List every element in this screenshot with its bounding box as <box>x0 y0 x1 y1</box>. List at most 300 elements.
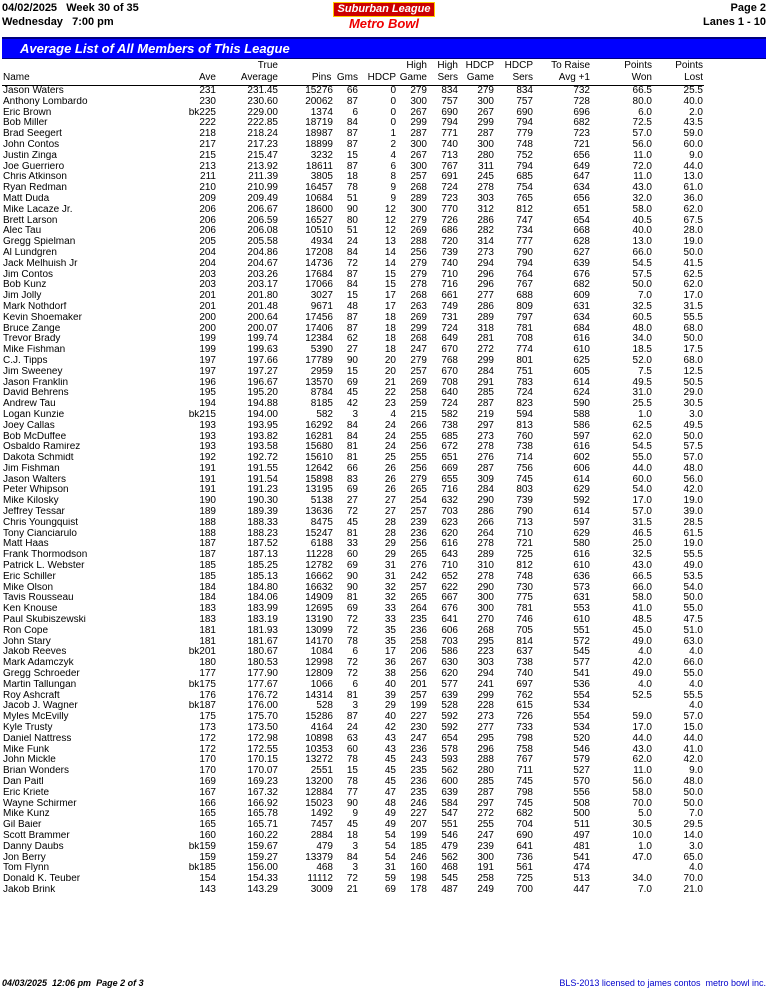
cell-hdcp-sers: 700 <box>516 884 533 895</box>
cell-gms: 3 <box>352 863 358 874</box>
cell-hdcp: 24 <box>384 431 396 442</box>
cell-points-won: 80.0 <box>632 96 652 107</box>
table-row <box>2 799 766 810</box>
cell-name: John Contos <box>3 139 60 150</box>
cell-to-raise: 534 <box>573 723 590 734</box>
lanes: Lanes 1 - 10 <box>703 16 766 28</box>
cell-ave: 190 <box>199 496 216 507</box>
cell-hdcp-game: 294 <box>477 669 494 680</box>
cell-ave: 183 <box>199 604 216 615</box>
cell-name: Logan Kunzie <box>3 409 65 420</box>
cell-points-lost: 39.0 <box>683 507 703 518</box>
cell-high-sers: 768 <box>441 355 458 366</box>
cell-to-raise: 631 <box>573 593 590 604</box>
cell-hdcp-sers: 685 <box>516 172 533 183</box>
cell-pins: 3009 <box>310 884 333 895</box>
cell-gms: 60 <box>346 744 358 755</box>
col-hdcp-game-l1: HDCP <box>465 60 494 71</box>
cell-hdcp: 49 <box>384 820 396 831</box>
cell-points-lost: 61.5 <box>683 528 703 539</box>
cell-hdcp: 54 <box>384 841 396 852</box>
cell-points-won: 6.0 <box>638 107 652 118</box>
cell-points-won: 56.0 <box>632 139 652 150</box>
cell-hdcp-sers: 740 <box>516 669 533 680</box>
cell-hdcp-sers: 812 <box>516 204 533 215</box>
col-name: Name <box>2 60 152 86</box>
cell-gms: 78 <box>346 183 358 194</box>
cell-pins: 3805 <box>310 172 333 183</box>
cell-gms: 72 <box>346 658 358 669</box>
cell-points-won: 4.0 <box>638 679 652 690</box>
cell-hdcp: 20 <box>384 366 396 377</box>
cell-high-game: 198 <box>410 874 427 885</box>
cell-gms: 60 <box>346 550 358 561</box>
cell-points-lost: 13.0 <box>683 172 703 183</box>
cell-high-game: 243 <box>410 755 427 766</box>
cell-gms: 51 <box>346 193 358 204</box>
cell-high-sers: 676 <box>441 604 458 615</box>
cell-high-sers: 710 <box>441 561 458 572</box>
cell-high-game: 269 <box>410 226 427 237</box>
cell-name: Joey Callas <box>3 420 55 431</box>
cell-high-game: 279 <box>410 269 427 280</box>
cell-hdcp-sers: 745 <box>516 474 533 485</box>
cell-hdcp-game: 300 <box>477 139 494 150</box>
cell-gms: 87 <box>346 139 358 150</box>
cell-high-sers: 672 <box>441 442 458 453</box>
table-row <box>2 766 766 777</box>
cell-to-raise: 610 <box>573 345 590 356</box>
cell-pins: 5390 <box>310 345 333 356</box>
cell-gms: 87 <box>346 323 358 334</box>
cell-hdcp-sers: 714 <box>516 453 533 464</box>
cell-name: Mark Nothdorf <box>3 301 67 312</box>
cell-hdcp-sers: 812 <box>516 561 533 572</box>
table-row <box>2 237 766 248</box>
cell-hdcp: 27 <box>384 507 396 518</box>
cell-name: Tavis Rousseau <box>3 593 74 604</box>
cell-points-lost: 4.0 <box>689 863 703 874</box>
cell-ave: 175 <box>199 712 216 723</box>
cell-hdcp-game: 296 <box>477 280 494 291</box>
cell-points-won: 25.0 <box>632 539 652 550</box>
table-row <box>2 853 766 864</box>
cell-pins: 17789 <box>305 355 333 366</box>
cell-ave: 213 <box>199 161 216 172</box>
cell-name: Eric Schiller <box>3 571 56 582</box>
cell-high-sers: 620 <box>441 528 458 539</box>
cell-high-game: 278 <box>410 280 427 291</box>
cell-to-raise: 556 <box>573 787 590 798</box>
table-row <box>2 378 766 389</box>
cell-true-average: 177.67 <box>247 679 278 690</box>
cell-ave: 217 <box>199 139 216 150</box>
cell-to-raise: 500 <box>573 809 590 820</box>
cell-pins: 13570 <box>305 377 333 388</box>
cell-pins: 15286 <box>305 712 333 723</box>
cell-hdcp-game: 223 <box>477 647 494 658</box>
cell-gms: 6 <box>352 679 358 690</box>
cell-name: Justin Zinga <box>3 150 57 161</box>
cell-hdcp-sers: 756 <box>516 463 533 474</box>
cell-name: Paul Skubiszewski <box>3 615 86 626</box>
cell-points-won: 7.5 <box>638 366 652 377</box>
cell-true-average: 191.55 <box>247 463 278 474</box>
cell-true-average: 176.72 <box>247 690 278 701</box>
cell-points-won: 10.0 <box>632 830 652 841</box>
cell-hdcp-game: 281 <box>477 334 494 345</box>
cell-true-average: 210.99 <box>247 183 278 194</box>
cell-hdcp-sers: 726 <box>516 712 533 723</box>
cell-true-average: 177.90 <box>247 669 278 680</box>
cell-ave: 160 <box>199 830 216 841</box>
cell-points-won: 60.5 <box>632 312 652 323</box>
cell-hdcp: 28 <box>384 528 396 539</box>
cell-hdcp: 29 <box>384 550 396 561</box>
cell-hdcp: 26 <box>384 485 396 496</box>
cell-to-raise: 634 <box>573 312 590 323</box>
cell-hdcp: 27 <box>384 496 396 507</box>
cell-hdcp-sers: 779 <box>516 129 533 140</box>
cell-points-won: 40.5 <box>632 215 652 226</box>
cell-to-raise: 614 <box>573 474 590 485</box>
cell-hdcp-game: 290 <box>477 496 494 507</box>
cell-pins: 14736 <box>305 258 333 269</box>
cell-hdcp-sers: 790 <box>516 247 533 258</box>
cell-name: Jeffrey Tessar <box>3 507 65 518</box>
cell-points-lost: 49.5 <box>683 420 703 431</box>
cell-name: Danny Daubs <box>3 841 64 852</box>
cell-to-raise: 629 <box>573 528 590 539</box>
cell-to-raise: 508 <box>573 798 590 809</box>
cell-high-sers: 724 <box>441 183 458 194</box>
cell-ave: 194 <box>199 399 216 410</box>
cell-high-game: 268 <box>410 291 427 302</box>
cell-high-sers: 708 <box>441 377 458 388</box>
cell-ave: 206 <box>199 204 216 215</box>
cell-ave: 183 <box>199 615 216 626</box>
cell-name: Jon Berry <box>3 852 46 863</box>
cell-to-raise: 651 <box>573 204 590 215</box>
cell-hdcp-sers: 813 <box>516 420 533 431</box>
cell-true-average: 204.67 <box>247 258 278 269</box>
cell-hdcp-game: 278 <box>477 183 494 194</box>
cell-high-sers: 547 <box>441 809 458 820</box>
cell-true-average: 173.50 <box>247 723 278 734</box>
cell-true-average: 209.49 <box>247 193 278 204</box>
cell-points-lost: 44.0 <box>683 733 703 744</box>
cell-name: Mike Fishman <box>3 345 66 356</box>
cell-high-game: 247 <box>410 345 427 356</box>
cell-points-lost: 42.0 <box>683 755 703 766</box>
cell-pins: 582 <box>316 409 333 420</box>
cell-name: John Mickle <box>3 755 56 766</box>
cell-high-sers: 620 <box>441 669 458 680</box>
cell-hdcp: 49 <box>384 809 396 820</box>
cell-hdcp-sers: 767 <box>516 755 533 766</box>
cell-points-won: 17.0 <box>632 723 652 734</box>
cell-hdcp-game: 286 <box>477 215 494 226</box>
cell-ave: 206 <box>199 215 216 226</box>
cell-hdcp-game: 300 <box>477 604 494 615</box>
cell-true-average: 213.92 <box>247 161 278 172</box>
cell-to-raise: 634 <box>573 183 590 194</box>
cell-high-sers: 487 <box>441 884 458 895</box>
cell-hdcp-sers: 754 <box>516 183 533 194</box>
cell-hdcp-sers: 748 <box>516 139 533 150</box>
cell-pins: 18600 <box>305 204 333 215</box>
cell-pins: 2959 <box>310 366 333 377</box>
cell-hdcp-game: 297 <box>477 420 494 431</box>
cell-points-won: 70.0 <box>632 798 652 809</box>
cell-ave: 154 <box>199 874 216 885</box>
cell-points-lost: 55.5 <box>683 550 703 561</box>
cell-name: Jason Waters <box>3 85 64 96</box>
page-number: Page 2 <box>730 2 766 14</box>
cell-pins: 18719 <box>305 118 333 129</box>
cell-points-won: 58.0 <box>632 787 652 798</box>
cell-points-won: 43.0 <box>632 183 652 194</box>
cell-name: Frank Thormodson <box>3 550 88 561</box>
cell-points-lost: 57.0 <box>683 453 703 464</box>
cell-high-sers: 724 <box>441 399 458 410</box>
cell-pins: 12884 <box>305 787 333 798</box>
cell-to-raise: 447 <box>573 884 590 895</box>
cell-name: Donald K. Teuber <box>3 874 81 885</box>
cell-high-game: 255 <box>410 453 427 464</box>
cell-to-raise: 625 <box>573 355 590 366</box>
cell-hdcp: 0 <box>390 118 396 129</box>
cell-high-game: 279 <box>410 474 427 485</box>
cell-high-sers: 703 <box>441 636 458 647</box>
cell-ave: 209 <box>199 193 216 204</box>
cell-to-raise: 592 <box>573 496 590 507</box>
cell-true-average: 185.13 <box>247 571 278 582</box>
cell-hdcp-game: 286 <box>477 301 494 312</box>
cell-points-lost: 30.5 <box>683 399 703 410</box>
cell-high-game: 201 <box>410 679 427 690</box>
cell-points-lost: 63.0 <box>683 636 703 647</box>
cell-hdcp: 54 <box>384 852 396 863</box>
cell-hdcp: 47 <box>384 787 396 798</box>
cell-hdcp: 59 <box>384 874 396 885</box>
cell-points-lost: 57.5 <box>683 442 703 453</box>
cell-name: Tony Cianciarulo <box>3 528 77 539</box>
cell-high-sers: 632 <box>441 496 458 507</box>
cell-ave: 167 <box>199 787 216 798</box>
cell-true-average: 201.48 <box>247 301 278 312</box>
cell-points-lost: 61.0 <box>683 183 703 194</box>
cell-hdcp-game: 314 <box>477 237 494 248</box>
cell-gms: 90 <box>346 798 358 809</box>
cell-high-game: 268 <box>410 183 427 194</box>
cell-name: Jim Fishman <box>3 463 60 474</box>
cell-high-sers: 690 <box>441 107 458 118</box>
cell-hdcp: 23 <box>384 399 396 410</box>
cell-hdcp-game: 273 <box>477 431 494 442</box>
cell-to-raise: 572 <box>573 636 590 647</box>
cell-hdcp: 24 <box>384 420 396 431</box>
cell-name: Eric Kriete <box>3 787 50 798</box>
week-label: Week 30 of 35 <box>66 2 139 14</box>
table-row <box>2 691 766 702</box>
cell-high-game: 279 <box>410 355 427 366</box>
table-row <box>2 831 766 842</box>
cell-points-lost: 2.0 <box>689 107 703 118</box>
cell-high-game: 235 <box>410 615 427 626</box>
cell-high-game: 227 <box>410 809 427 820</box>
cell-points-lost: 17.5 <box>683 345 703 356</box>
cell-high-game: 300 <box>410 204 427 215</box>
cell-points-lost: 48.0 <box>683 463 703 474</box>
cell-hdcp-sers: 637 <box>516 647 533 658</box>
cell-ave: 169 <box>199 777 216 787</box>
cell-high-game: 235 <box>410 766 427 777</box>
cell-hdcp-game: 285 <box>477 777 494 787</box>
cell-hdcp-game: 303 <box>477 193 494 204</box>
table-row <box>2 302 766 313</box>
cell-gms: 24 <box>346 723 358 734</box>
cell-ave: 193 <box>199 431 216 442</box>
cell-high-sers: 731 <box>441 312 458 323</box>
cell-hdcp-game: 296 <box>477 269 494 280</box>
cell-hdcp: 48 <box>384 798 396 809</box>
col-high-game-l1: High <box>406 60 427 71</box>
cell-true-average: 184.80 <box>247 582 278 593</box>
cell-points-won: 54.0 <box>632 485 652 496</box>
cell-hdcp-sers: 594 <box>516 409 533 420</box>
cell-true-average: 143.29 <box>247 884 278 895</box>
cell-true-average: 167.32 <box>247 787 278 798</box>
cell-ave: bk159 <box>188 841 216 852</box>
cell-hdcp-game: 258 <box>477 874 494 885</box>
cell-gms: 51 <box>346 226 358 237</box>
table-row <box>2 442 766 453</box>
cell-gms: 15 <box>346 150 358 161</box>
cell-true-average: 200.64 <box>247 312 278 323</box>
cell-gms: 81 <box>346 690 358 701</box>
cell-pins: 13636 <box>305 507 333 518</box>
cell-ave: 211 <box>200 172 216 183</box>
cell-hdcp-sers: 738 <box>516 442 533 453</box>
cell-points-won: 50.0 <box>632 280 652 291</box>
cell-name: Brian Wonders <box>3 766 69 777</box>
cell-high-sers: 713 <box>441 150 458 161</box>
cell-name: Martin Tallungan <box>3 679 77 690</box>
cell-hdcp-game: 228 <box>477 701 494 712</box>
cell-to-raise: 609 <box>573 291 590 302</box>
table-row <box>2 226 766 237</box>
cell-hdcp-sers: 757 <box>516 96 533 107</box>
cell-points-lost: 40.0 <box>683 96 703 107</box>
cell-points-won: 56.0 <box>632 777 652 787</box>
cell-hdcp-game: 299 <box>477 690 494 701</box>
cell-points-won: 1.0 <box>638 409 652 420</box>
center-name-wrap <box>2 16 766 31</box>
cell-high-game: 256 <box>410 442 427 453</box>
cell-gms: 18 <box>346 830 358 841</box>
cell-points-lost: 57.0 <box>683 712 703 723</box>
cell-high-game: 269 <box>410 312 427 323</box>
cell-points-won: 34.0 <box>632 334 652 345</box>
cell-true-average: 195.20 <box>247 388 278 399</box>
cell-high-game: 276 <box>410 561 427 572</box>
cell-pins: 528 <box>316 701 333 712</box>
table-row <box>2 453 766 464</box>
cell-gms: 63 <box>346 733 358 744</box>
cell-high-sers: 655 <box>441 474 458 485</box>
cell-points-won: 4.0 <box>638 647 652 658</box>
cell-high-sers: 716 <box>441 485 458 496</box>
cell-pins: 12642 <box>305 463 333 474</box>
cell-pins: 15276 <box>305 85 333 96</box>
cell-high-sers: 716 <box>441 280 458 291</box>
cell-pins: 468 <box>316 863 333 874</box>
cell-points-lost: 55.5 <box>683 690 703 701</box>
cell-hdcp-sers: 725 <box>516 550 533 561</box>
cell-ave: 196 <box>199 377 216 388</box>
header-line-1 <box>2 2 766 17</box>
cell-true-average: 189.39 <box>247 507 278 518</box>
cell-hdcp-game: 277 <box>477 291 494 302</box>
cell-to-raise: 721 <box>573 139 590 150</box>
cell-to-raise: 610 <box>573 615 590 626</box>
cell-true-average: 159.67 <box>247 841 278 852</box>
cell-gms: 83 <box>346 474 358 485</box>
cell-hdcp-game: 278 <box>477 539 494 550</box>
cell-name: Dan Paitl <box>3 777 44 787</box>
cell-high-sers: 691 <box>441 172 458 183</box>
cell-points-won: 72.5 <box>632 118 652 129</box>
cell-hdcp: 17 <box>384 647 396 658</box>
cell-hdcp: 32 <box>384 593 396 604</box>
cell-hdcp: 35 <box>384 636 396 647</box>
cell-gms: 69 <box>346 561 358 572</box>
col-hdcp: HDCP <box>359 60 397 86</box>
cell-points-lost: 9.0 <box>689 150 703 161</box>
cell-ave: 170 <box>199 766 216 777</box>
cell-true-average: 185.25 <box>247 561 278 572</box>
cell-high-game: 256 <box>410 463 427 474</box>
cell-points-won: 32.0 <box>632 193 652 204</box>
cell-high-game: 236 <box>410 528 427 539</box>
col-points-lost-l1: Points <box>675 60 703 71</box>
cell-points-lost: 44.0 <box>683 161 703 172</box>
cell-points-lost: 62.5 <box>683 269 703 280</box>
cell-hdcp: 40 <box>384 679 396 690</box>
cell-hdcp: 42 <box>384 723 396 734</box>
cell-pins: 13379 <box>305 852 333 863</box>
cell-hdcp-game: 279 <box>477 85 494 96</box>
cell-hdcp-game: 282 <box>477 226 494 237</box>
col-true-average <box>217 60 279 86</box>
cell-true-average: 229.00 <box>247 107 278 118</box>
cell-pins: 12384 <box>305 334 333 345</box>
cell-high-sers: 740 <box>441 139 458 150</box>
cell-pins: 10684 <box>305 193 333 204</box>
cell-high-game: 268 <box>410 334 427 345</box>
cell-true-average: 199.74 <box>247 334 278 345</box>
cell-points-lost: 68.0 <box>683 323 703 334</box>
cell-pins: 15680 <box>305 442 333 453</box>
cell-ave: 184 <box>199 593 216 604</box>
cell-to-raise: 631 <box>573 301 590 312</box>
cell-ave: 230 <box>199 96 216 107</box>
cell-high-sers: 640 <box>441 388 458 399</box>
cell-points-lost: 19.0 <box>683 496 703 507</box>
col-true-average-l2: Average <box>240 72 278 83</box>
column-header-row <box>2 60 766 86</box>
